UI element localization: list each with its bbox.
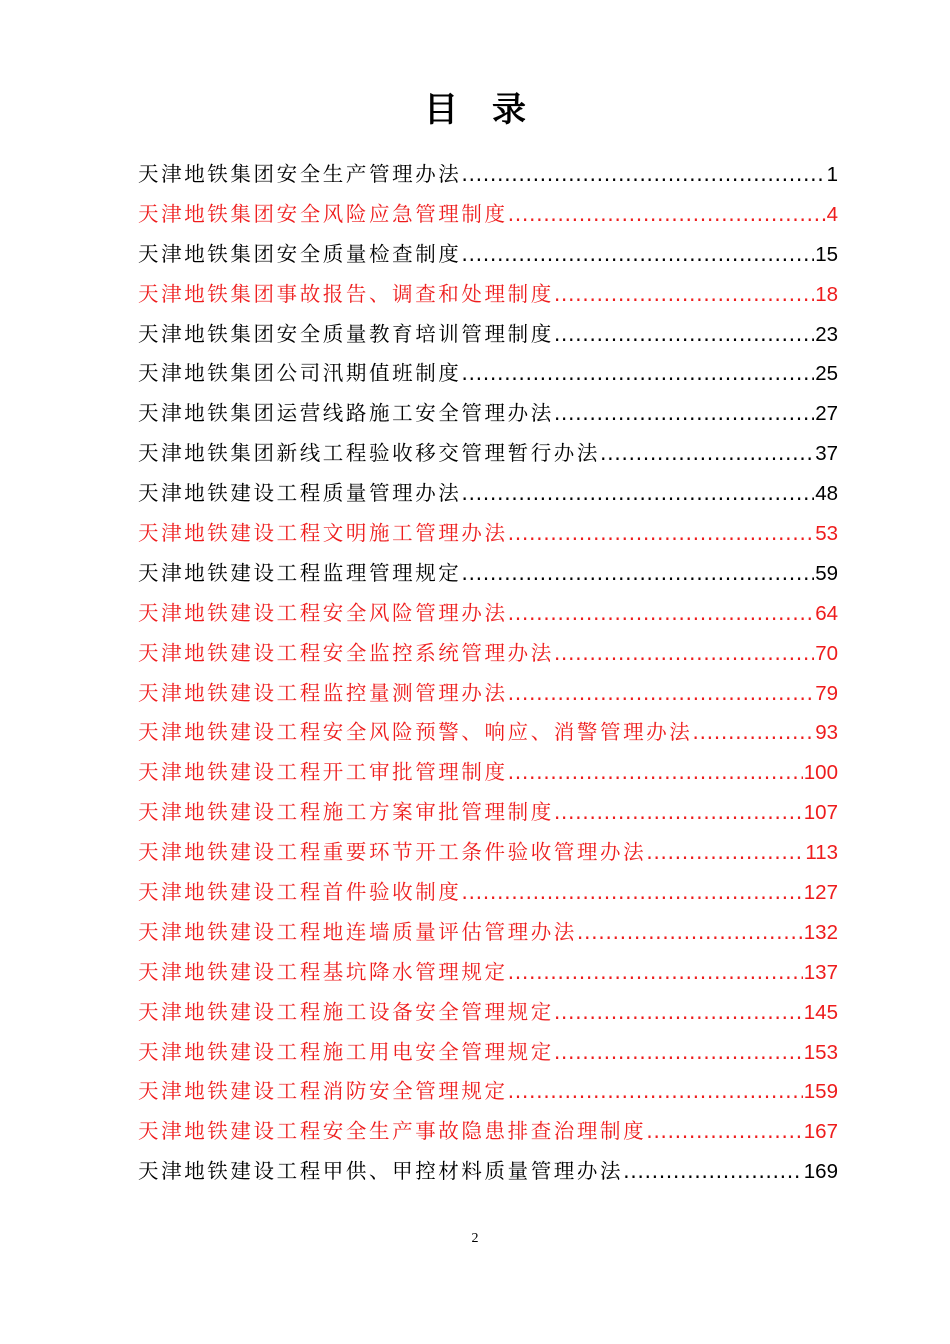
toc-entry-page: 167 (803, 1120, 838, 1144)
toc-dot-leader (461, 873, 802, 913)
toc-dot-leader (508, 1072, 803, 1112)
toc-dot-leader (600, 434, 814, 474)
toc-entry-page: 145 (803, 1000, 838, 1024)
toc-entry-title: 天津地铁集团新线工程验收移交管理暂行办法 (138, 441, 600, 466)
toc-entry[interactable] (138, 993, 838, 1033)
toc-entry-page: 100 (803, 761, 838, 785)
toc-entry-title: 天津地铁建设工程安全监控系统管理办法 (138, 640, 554, 665)
toc-dot-leader (461, 155, 825, 195)
toc-entry[interactable] (138, 275, 838, 315)
toc-entry-title: 天津地铁建设工程安全风险管理办法 (138, 600, 508, 625)
toc-entry[interactable] (138, 155, 838, 195)
toc-entry-page: 64 (815, 601, 838, 625)
toc-dot-leader (554, 793, 803, 833)
toc-entry-title: 天津地铁集团公司汛期值班制度 (138, 361, 462, 386)
toc-entry-page: 70 (815, 641, 838, 665)
toc-dot-leader (692, 713, 814, 753)
toc-entry-page: 113 (805, 841, 838, 865)
toc-dot-leader (508, 594, 815, 634)
toc-title: 目录 (424, 90, 560, 130)
toc-entry[interactable] (138, 434, 838, 474)
toc-entry-title: 天津地铁建设工程施工用电安全管理规定 (138, 1039, 554, 1064)
toc-dot-leader (508, 514, 815, 554)
toc-entry-page: 4 (826, 202, 838, 226)
toc-entry-title: 天津地铁建设工程重要环节开工条件验收管理办法 (138, 840, 647, 865)
toc-entry-page: 23 (815, 322, 838, 346)
toc-entry[interactable] (138, 713, 838, 753)
toc-entry[interactable] (138, 833, 838, 873)
toc-dot-leader (461, 474, 814, 514)
toc-entry-page: 169 (803, 1160, 838, 1184)
toc-entry-title: 天津地铁建设工程开工审批管理制度 (138, 760, 508, 785)
toc-entry-page: 59 (815, 561, 838, 585)
toc-entry[interactable] (138, 674, 838, 714)
toc-entry[interactable] (138, 195, 838, 235)
toc-entry-title: 天津地铁建设工程首件验收制度 (138, 880, 462, 905)
toc-dot-leader (508, 674, 815, 714)
toc-entry[interactable] (138, 315, 838, 355)
toc-entry-title: 天津地铁建设工程监控量测管理办法 (138, 680, 508, 705)
toc-entry[interactable] (138, 873, 838, 913)
toc-entry[interactable] (138, 634, 838, 674)
toc-entry[interactable] (138, 1112, 838, 1152)
toc-entry-page: 18 (815, 282, 838, 306)
toc-entry-title: 天津地铁建设工程地连墙质量评估管理办法 (138, 919, 577, 944)
toc-entry-title: 天津地铁建设工程施工方案审批管理制度 (138, 800, 554, 825)
toc-entry[interactable] (138, 394, 838, 434)
toc-dot-leader (461, 554, 814, 594)
toc-entry[interactable] (138, 354, 838, 394)
toc-entry-page: 79 (815, 681, 838, 705)
toc-dot-leader (554, 1033, 803, 1073)
toc-entry-page: 153 (803, 1040, 838, 1064)
toc-entry-page: 15 (815, 242, 838, 266)
toc-entry-title: 天津地铁集团安全风险应急管理制度 (138, 201, 508, 226)
toc-dot-leader (461, 235, 814, 275)
toc-entry-title: 天津地铁建设工程监理管理规定 (138, 560, 462, 585)
toc-entry-title: 天津地铁集团运营线路施工安全管理办法 (138, 401, 554, 426)
toc-entry-page: 48 (815, 482, 838, 506)
toc-entry-title: 天津地铁集团安全质量教育培训管理制度 (138, 321, 554, 346)
toc-entry[interactable] (138, 235, 838, 275)
toc-entry-title: 天津地铁集团安全质量检查制度 (138, 241, 462, 266)
toc-entry-title: 天津地铁集团安全生产管理办法 (138, 162, 462, 186)
toc-dot-leader (508, 753, 803, 793)
toc-entry[interactable] (138, 1072, 838, 1112)
toc-dot-leader (554, 993, 803, 1033)
toc-dot-leader (554, 275, 814, 315)
toc-entry-title: 天津地铁建设工程安全生产事故隐患排查治理制度 (138, 1119, 647, 1144)
toc-entry-page: 137 (803, 960, 838, 984)
toc-entry-page: 1 (826, 163, 838, 186)
toc-entry-title: 天津地铁建设工程基坑降水管理规定 (138, 959, 508, 984)
toc-dot-leader (623, 1152, 803, 1192)
toc-dot-leader (577, 913, 803, 953)
toc-entry[interactable] (138, 514, 838, 554)
toc-entry-title: 天津地铁建设工程质量管理办法 (138, 481, 462, 506)
toc-entry-title: 天津地铁建设工程安全风险预警、响应、消警管理办法 (138, 720, 693, 745)
toc-entry[interactable] (138, 793, 838, 833)
toc-entry-page: 27 (815, 402, 838, 426)
toc-entry-page: 37 (815, 442, 838, 466)
table-of-contents (138, 155, 838, 1192)
toc-dot-leader (508, 953, 803, 993)
toc-dot-leader (554, 394, 814, 434)
toc-dot-leader (508, 195, 826, 235)
toc-entry-title: 天津地铁集团事故报告、调查和处理制度 (138, 281, 554, 306)
toc-entry-title: 天津地铁建设工程甲供、甲控材料质量管理办法 (138, 1159, 624, 1184)
toc-entry-page: 107 (803, 801, 838, 825)
page-number: 2 (471, 1231, 479, 1246)
toc-entry-page: 93 (815, 721, 838, 745)
toc-entry[interactable] (138, 953, 838, 993)
toc-dot-leader (554, 315, 814, 355)
toc-entry[interactable] (138, 913, 838, 953)
toc-entry[interactable] (138, 1033, 838, 1073)
toc-dot-leader (646, 833, 804, 873)
toc-entry-page: 53 (815, 522, 838, 546)
toc-entry-title: 天津地铁建设工程消防安全管理规定 (138, 1079, 508, 1104)
toc-entry-page: 132 (803, 920, 838, 944)
toc-entry-title: 天津地铁建设工程文明施工管理办法 (138, 521, 508, 546)
toc-entry[interactable] (138, 594, 838, 634)
toc-dot-leader (646, 1112, 803, 1152)
toc-entry-page: 25 (815, 362, 838, 386)
toc-entry[interactable] (138, 1152, 838, 1192)
toc-entry-page: 159 (803, 1080, 838, 1104)
toc-entry[interactable] (138, 474, 838, 514)
toc-dot-leader (554, 634, 814, 674)
toc-dot-leader (461, 354, 814, 394)
toc-entry[interactable] (138, 554, 838, 594)
toc-entry[interactable] (138, 753, 838, 793)
toc-entry-page: 127 (803, 881, 838, 905)
toc-entry-title: 天津地铁建设工程施工设备安全管理规定 (138, 999, 554, 1024)
